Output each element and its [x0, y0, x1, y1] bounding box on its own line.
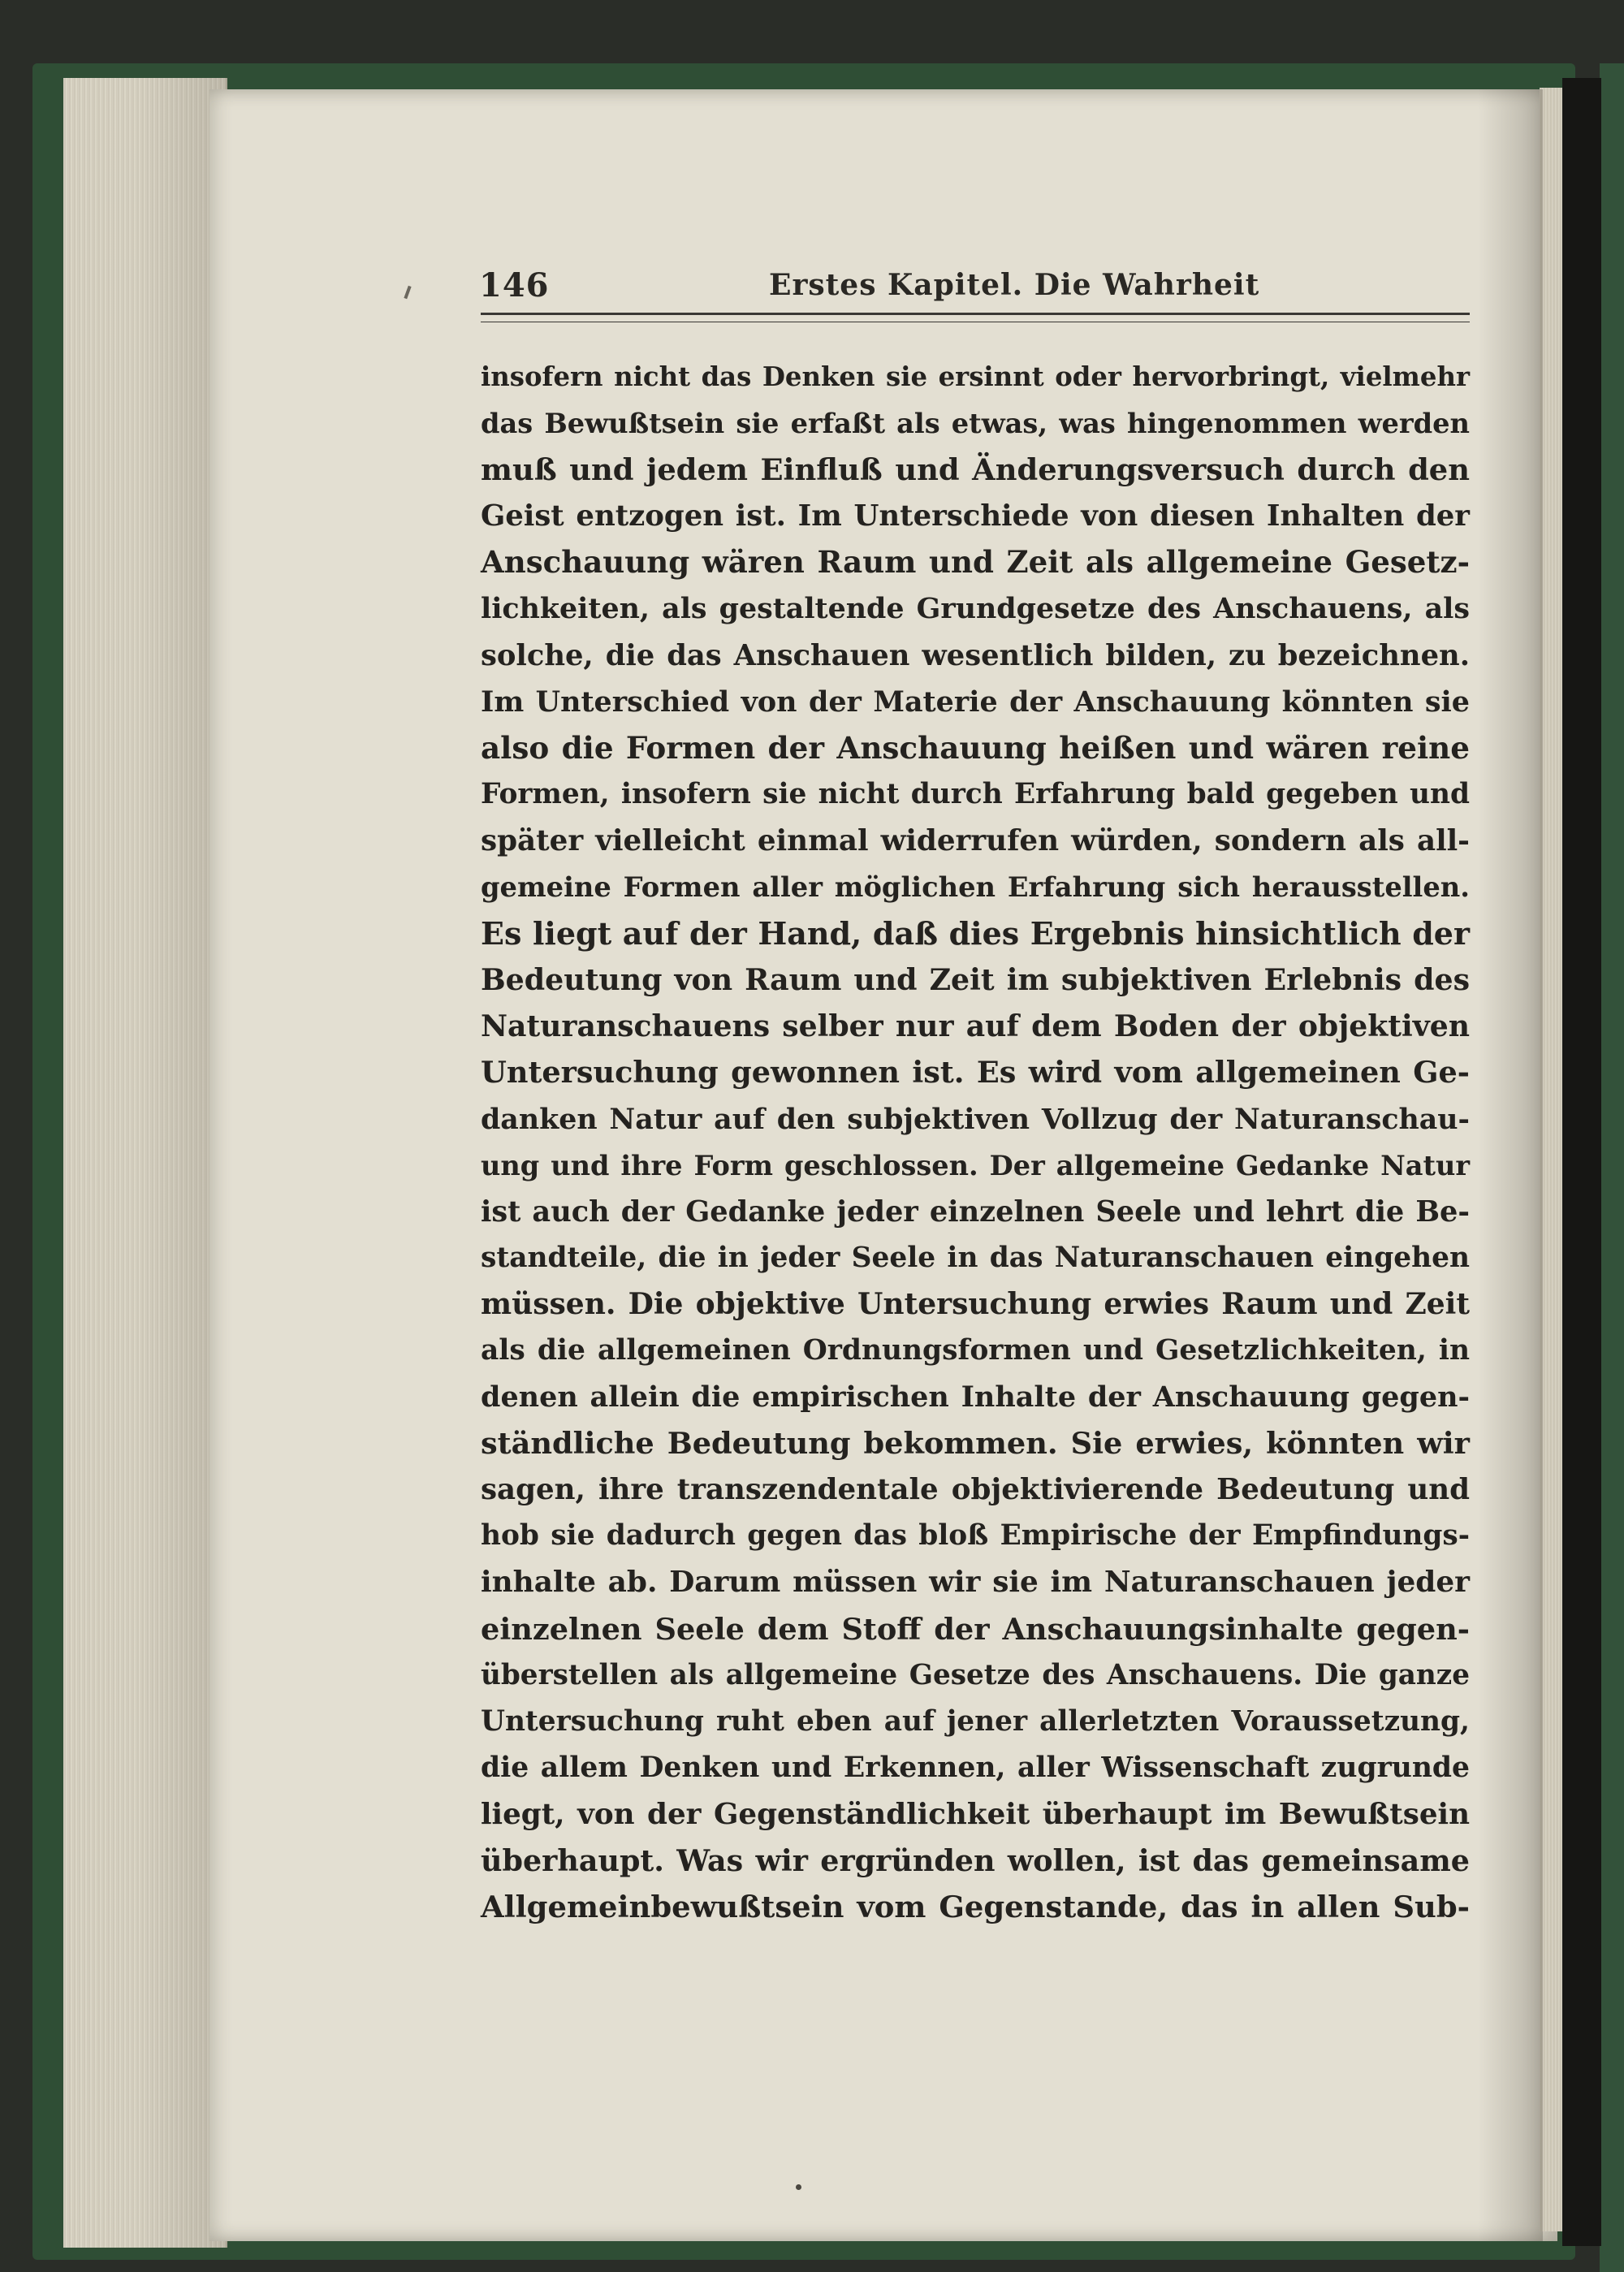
text-line: Es liegt auf der Hand, daß dies Ergebnis hinsichtlich der — [481, 915, 1470, 952]
text-line: Untersuchung ruht eben auf jener allerletzten Voraussetzung, — [481, 1704, 1470, 1738]
text-line: Untersuchung gewonnen ist. Es wird vom allgemeinen Ge- — [481, 1055, 1470, 1091]
text-line: ständliche Bedeutung bekommen. Sie erwies, könnten wir — [481, 1426, 1470, 1462]
text-line: solche, die das Anschauen wesentlich bilden, zu bezeichnen. — [481, 638, 1470, 672]
text-line: ung und ihre Form geschlossen. Der allgemeine Gedanke Natur — [481, 1149, 1470, 1181]
text-line: standteile, die in jeder Seele in das Naturanschauen eingehen — [481, 1241, 1470, 1274]
text-line: überhaupt. Was wir ergründen wollen, ist das gemeinsame — [481, 1843, 1470, 1878]
text-line: liegt, von der Gegenständlichkeit überhaupt im Bewußtsein — [481, 1797, 1470, 1831]
text-line: Naturanschauens selber nur auf dem Boden der objektiven — [481, 1009, 1470, 1044]
text-line: Geist entzogen ist. Im Unterschiede von diesen Inhalten der — [481, 499, 1470, 533]
text-line: sagen, ihre transzendentale objektivierende Bedeutung und — [481, 1473, 1470, 1507]
text-line: Anschauung wären Raum und Zeit als allgemeine Gesetz- — [481, 544, 1470, 581]
text-line: denen allein die empirischen Inhalte der Anschauung gegen- — [481, 1380, 1470, 1415]
book-cover-edge — [1600, 63, 1624, 2272]
text-line: muß und jedem Einfluß und Änderungsversuch durch den — [481, 451, 1470, 488]
page-speck — [796, 2184, 801, 2190]
text-line: lichkeiten, als gestaltende Grundgesetze des Anschauens, als — [481, 592, 1470, 626]
text-line: insofern nicht das Denken sie ersinnt oder hervorbringt, vielmehr — [481, 361, 1470, 392]
text-line: Formen, insofern sie nicht durch Erfahrung bald gegeben und — [481, 777, 1470, 810]
text-line: überstellen als allgemeine Gesetze des Anschauens. Die ganze — [481, 1658, 1470, 1691]
text-line: müssen. Die objektive Untersuchung erwies Raum und Zeit — [481, 1286, 1470, 1321]
text-line: die allem Denken und Erkennen, aller Wissenschaft zugrunde — [481, 1751, 1470, 1784]
text-line: das Bewußtsein sie erfaßt als etwas, was hingenommen werden — [481, 407, 1470, 440]
running-head — [479, 258, 1468, 315]
body-text — [481, 354, 1470, 1930]
text-line: später vielleicht einmal widerrufen würden, sondern als all- — [481, 823, 1470, 857]
text-line: als die allgemeinen Ordnungsformen und Gesetzlichkeiten, in — [481, 1333, 1470, 1367]
page-number: 146 — [479, 266, 550, 305]
chapter-title: Erstes Kapitel. Die Wahrheit — [769, 268, 1260, 302]
text-line: Bedeutung von Raum und Zeit im subjektiven Erlebnis des — [481, 962, 1470, 998]
text-line: Im Unterschied von der Materie der Anschauung könnten sie — [481, 685, 1470, 719]
text-line: Allgemeinbewußtsein vom Gegenstande, das in allen Sub- — [481, 1889, 1470, 1925]
text-line: einzelnen Seele dem Stoff der Anschauungsinhalte gegen- — [481, 1611, 1470, 1647]
header-double-rule — [481, 313, 1470, 322]
opposite-page-edges — [1540, 88, 1562, 2231]
text-line: danken Natur auf den subjektiven Vollzug der Naturanschau- — [481, 1102, 1470, 1136]
text-line: ist auch der Gedanke jeder einzelnen Seele und lehrt die Be- — [481, 1194, 1470, 1229]
text-line: gemeine Formen aller möglichen Erfahrung sich herausstellen. — [481, 870, 1470, 904]
text-line: inhalte ab. Darum müssen wir sie im Naturanschauen jeder — [481, 1565, 1470, 1600]
text-line: hob sie dadurch gegen das bloß Empirische der Empfindungs- — [481, 1519, 1470, 1553]
text-line: also die Formen der Anschauung heißen und wären reine — [481, 729, 1470, 766]
opposite-page-gap — [1562, 78, 1601, 2246]
gutter-shadow — [1478, 89, 1543, 2241]
